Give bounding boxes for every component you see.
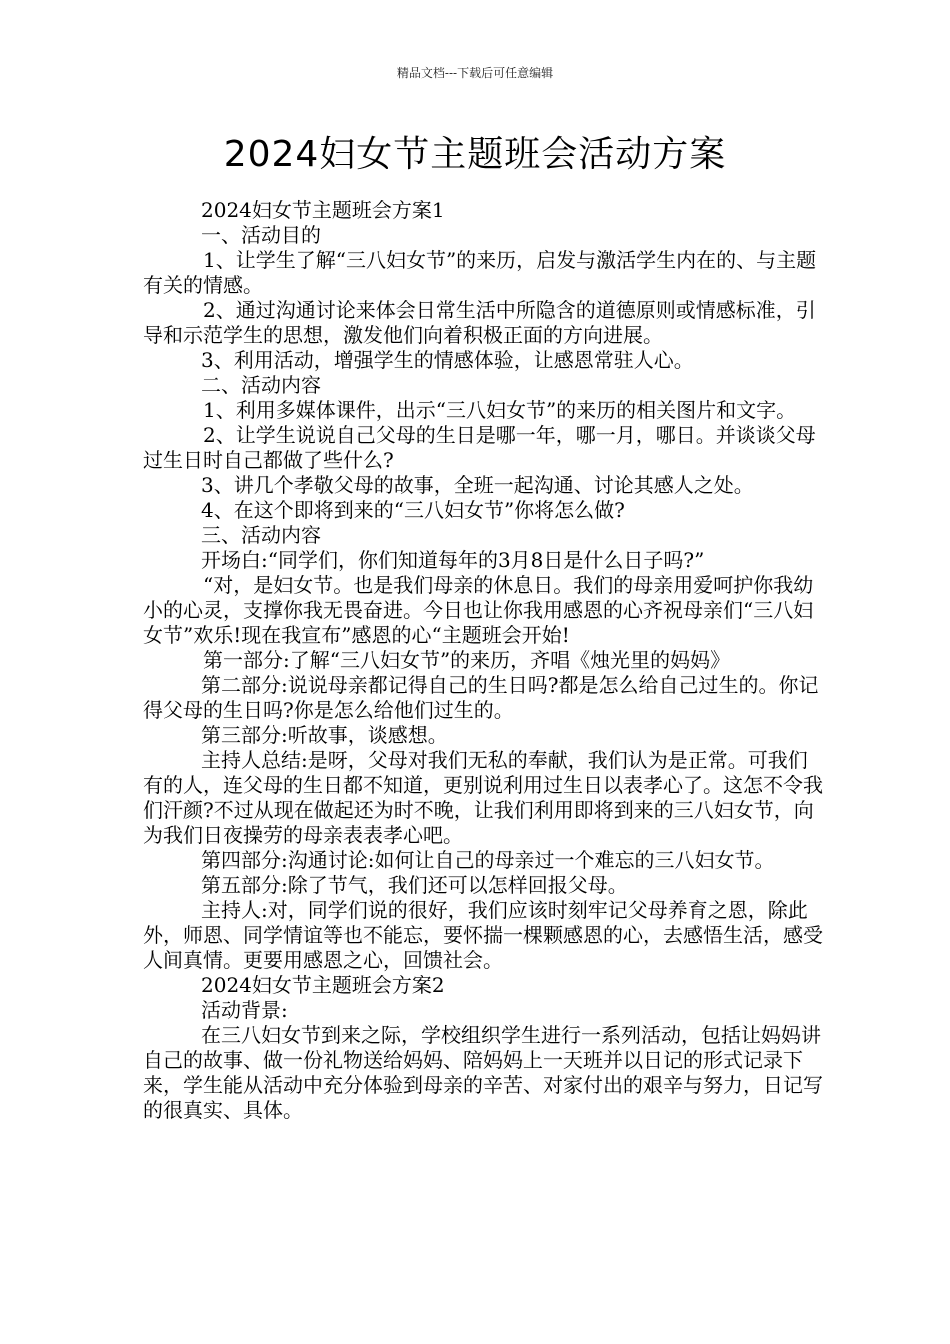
paragraph: 主持人总结:是呀，父母对我们无私的奉献，我们认为是正常。可我们有的人，连父母的生日都不知道，更别说利用过生日以表孝心了。这怎不令我们汗颜?不过从现在做起还为时不晚，让我们利用即将到来的三八妇女节，向为我们日夜操劳的母亲表表孝心吧。: [143, 748, 823, 847]
paragraph: 第五部分:除了节气，我们还可以怎样回报父母。: [201, 873, 628, 897]
paragraph: 第三部分:听故事，谈感想。: [201, 723, 448, 747]
paragraph: “对，是妇女节。也是我们母亲的休息日。我们的母亲用爱呵护你我幼小的心灵，支撑你我无畏奋进。今日也让你我用感恩的心齐祝母亲们“三八妇女节”欢乐!现在我宣布”感恩的心“主题班会开始!: [143, 573, 814, 647]
page-title: 2024妇女节主题班会活动方案: [223, 134, 727, 175]
subheading: 一、活动目的: [201, 223, 321, 247]
paragraph: 2、通过沟通讨论来体会日常生活中所隐含的道德原则或情感标准，引导和示范学生的思想，激发他们向着积极正面的方向进展。: [143, 298, 816, 347]
section-heading: 2024妇女节主题班会方案2: [201, 973, 445, 997]
paragraph: 1、让学生了解“三八妇女节”的来历，启发与激活学生内在的、与主题有关的情感。: [143, 248, 817, 297]
subheading: 活动背景:: [201, 998, 288, 1022]
subheading: 二、活动内容: [201, 373, 321, 397]
paragraph: 第四部分:沟通讨论:如何让自己的母亲过一个难忘的三八妇女节。: [201, 848, 775, 872]
paragraph: 第二部分:说说母亲都记得自己的生日吗?都是怎么给自己过生的。你记得父母的生日吗?你是怎么给他们过生的。: [143, 673, 819, 722]
section-heading: 2024妇女节主题班会方案1: [201, 198, 445, 222]
paragraph: 4、在这个即将到来的“三八妇女节”你将怎么做?: [201, 498, 625, 522]
document-body: [143, 198, 823, 1123]
subheading: 三、活动内容: [201, 523, 321, 547]
header-note: 精品文档---下载后可任意编辑: [396, 66, 554, 80]
paragraph: 3、利用活动，增强学生的情感体验，让感恩常驻人心。: [201, 348, 694, 372]
paragraph: 主持人:对，同学们说的很好，我们应该时刻牢记父母养育之恩，除此外，师恩、同学情谊等也不能忘，要怀揣一棵颗感恩的心，去感悟生活，感受人间真情。更要用感恩之心，回馈社会。: [143, 898, 823, 972]
paragraph: 3、讲几个孝敬父母的故事，全班一起沟通、讨论其感人之处。: [201, 473, 754, 497]
paragraph: 1、利用多媒体课件，出示“三八妇女节”的来历的相关图片和文字。: [203, 398, 797, 422]
paragraph: 第一部分:了解“三八妇女节”的来历，齐唱《烛光里的妈妈》: [203, 648, 731, 672]
paragraph: 在三八妇女节到来之际，学校组织学生进行一系列活动，包括让妈妈讲自己的故事、做一份礼物送给妈妈、陪妈妈上一天班并以日记的形式记录下来，学生能从活动中充分体验到母亲的辛苦、对家付出的艰辛与努力，日记写的很真实、具体。: [143, 1023, 823, 1122]
paragraph: 2、让学生说说自己父母的生日是哪一年，哪一月，哪日。并谈谈父母过生日时自己都做了些什么?: [143, 423, 816, 472]
paragraph: 开场白:“同学们，你们知道每年的3月8日是什么日子吗?”: [201, 548, 705, 572]
